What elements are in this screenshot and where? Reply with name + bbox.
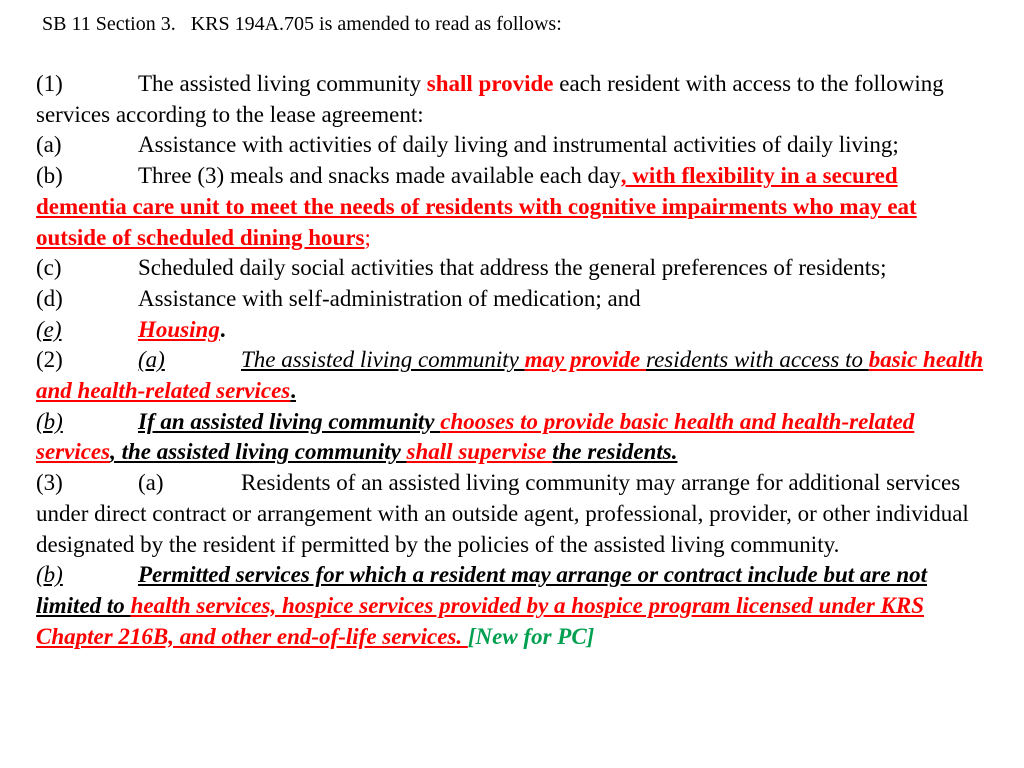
editor-note: [New for PC] — [467, 623, 595, 649]
paragraph-text: the residents. — [552, 439, 678, 465]
paragraph-text: Assistance with self-administration of medication; and — [138, 285, 641, 311]
paragraph-1b — [36, 161, 986, 253]
subparagraph-number: (a) — [138, 470, 164, 496]
inserted-text: Housing — [138, 316, 220, 342]
paragraph-number: (b) — [36, 163, 63, 189]
paragraph-punctuation: . — [290, 378, 296, 404]
paragraph-number: (b) — [36, 408, 63, 434]
subparagraph-number: (a) — [138, 347, 165, 373]
paragraph-number: (1) — [36, 71, 63, 96]
paragraph-text: The assisted living community — [241, 347, 525, 373]
paragraph-punctuation: . — [219, 316, 226, 342]
paragraph-3b — [36, 560, 986, 652]
inserted-text: health services, hospice services provided by a hospice program licensed under KRS Chapter 216B, and other end-of-life services. — [36, 592, 925, 649]
document-header: SB 11 Section 3. KRS 194A.705 is amended to read as follows: — [42, 13, 562, 35]
inserted-text: chooses to provide basic health and health-related services — [36, 408, 915, 465]
paragraph-text: residents with access to — [646, 347, 869, 373]
paragraph-1 — [36, 69, 986, 130]
paragraph-text: The assisted living community — [138, 71, 427, 96]
inserted-text: may provide — [524, 347, 646, 373]
paragraph-text: , the assisted living community — [110, 439, 407, 465]
paragraph-text: Three (3) meals and snacks made available each day — [138, 163, 621, 189]
paragraph-number: (e) — [36, 316, 62, 342]
paragraph-1a — [36, 130, 986, 161]
paragraph-2a — [36, 345, 986, 406]
paragraph-3a — [36, 468, 986, 560]
inserted-text: shall provide — [426, 71, 554, 96]
paragraph-number: (a) — [36, 132, 62, 158]
inserted-text: basic health and health-related services — [36, 347, 984, 404]
statute-body — [36, 69, 986, 652]
paragraph-text: If an assisted living community — [138, 408, 441, 434]
paragraph-number: (c) — [36, 255, 62, 281]
paragraph-1c — [36, 253, 986, 284]
paragraph-text: Assistance with activities of daily living and instrumental activities of daily living; — [138, 132, 899, 158]
paragraph-text: Permitted services for which a resident may arrange or contract include but are not limited to — [36, 562, 928, 618]
paragraph-1e — [36, 315, 986, 346]
paragraph-number: (2) — [36, 347, 63, 373]
inserted-text: shall supervise — [406, 439, 553, 465]
paragraph-text: each resident with access to the following services according to the lease agreement: — [36, 71, 944, 127]
paragraph-text: Residents of an assisted living community may arrange for additional services under direct contract or arrangement with an outside agent, professional, provider, or other individual designated by the resident if permitted by the policies of the assisted living community. — [36, 470, 969, 557]
paragraph-2b — [36, 407, 986, 468]
paragraph-number: (3) — [36, 470, 63, 496]
paragraph-1d — [36, 284, 986, 315]
paragraph-punctuation: ; — [364, 224, 371, 250]
inserted-text: , with flexibility in a secured dementia care unit to meet the needs of residents with cognitive impairments who may eat outside of scheduled dining hours — [36, 163, 917, 250]
paragraph-text: Scheduled daily social activities that address the general preferences of residents; — [138, 255, 887, 281]
paragraph-number: (d) — [36, 285, 63, 311]
paragraph-number: (b) — [36, 562, 63, 588]
